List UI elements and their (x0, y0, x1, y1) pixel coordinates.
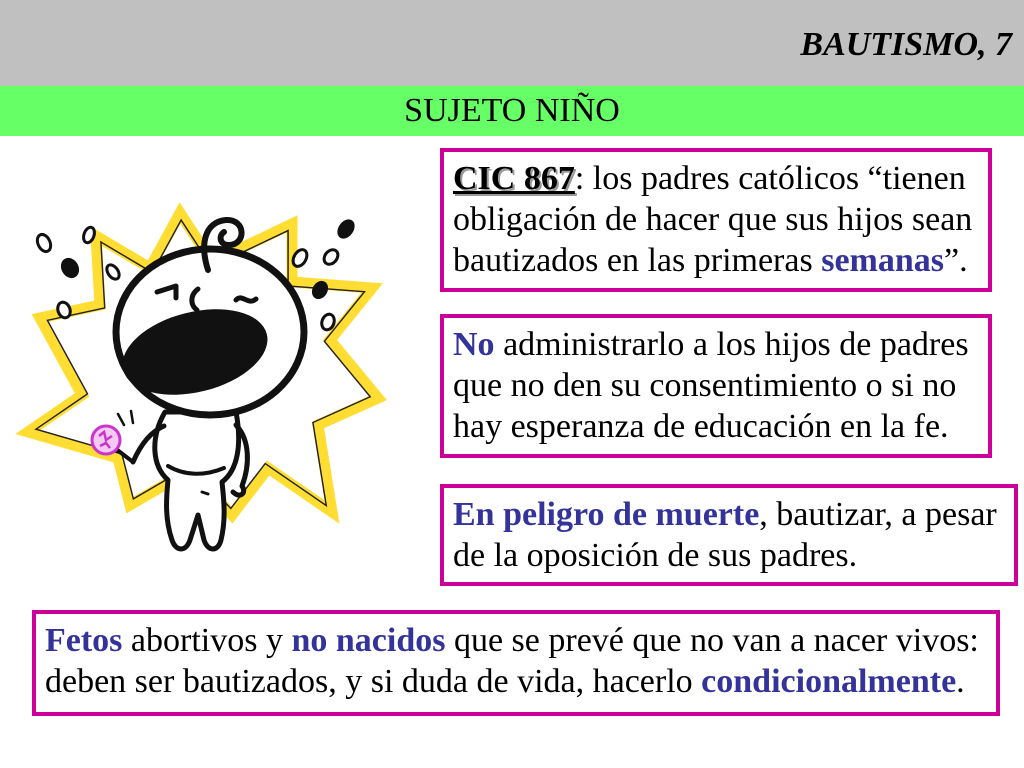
card-text: que se prevé que no van a nacer vivos: (445, 622, 979, 659)
crying-baby-icon (0, 200, 430, 570)
card-text: abortivos y (122, 622, 292, 659)
section-title: SUJETO NIÑO (404, 92, 620, 129)
card-line (453, 494, 1010, 535)
card-no-administrar (440, 314, 992, 458)
card-line (453, 365, 984, 406)
card-fetos (32, 610, 1000, 716)
emphasis-text: En peligro de muerte (453, 496, 760, 533)
card-line (453, 406, 984, 447)
card-peligro-de-muerte (440, 484, 1018, 586)
card-text: : los padres católicos “tienen (574, 160, 966, 197)
emphasis-text: no nacidos (291, 622, 446, 659)
emphasis-text: No (453, 326, 495, 363)
card-text: de la oposición de sus padres. (453, 537, 858, 574)
card-cic-867 (440, 148, 992, 292)
card-text: administrarlo a los hijos de padres (494, 326, 969, 363)
card-text: , bautizar, a pesar (759, 496, 997, 533)
card-text: obligación de hacer que sus hijos sean (453, 201, 973, 238)
emphasis-text: semanas (821, 242, 945, 279)
card-line (45, 620, 992, 661)
card-text: deben ser bautizados, y si duda de vida, hacerlo (45, 663, 702, 700)
emphasis-text: condicionalmente (701, 663, 957, 700)
card-text: . (956, 663, 965, 700)
card-line (453, 158, 984, 199)
slide-title: BAUTISMO, 7 (800, 26, 1012, 63)
card-text: ”. (944, 242, 968, 279)
card-text: hay esperanza de educación en la fe. (453, 408, 949, 445)
card-text: bautizados en las primeras (453, 242, 822, 279)
card-text: que no den su consentimiento o si no (453, 367, 957, 404)
card-line (453, 324, 984, 365)
emphasis-text: Fetos (45, 622, 123, 659)
card-line (453, 240, 984, 281)
subheader-band (0, 86, 1024, 136)
cic-reference: CIC 867 (453, 160, 575, 197)
card-line (453, 199, 984, 240)
card-line (45, 661, 992, 702)
card-line (453, 535, 1010, 576)
header-band (0, 0, 1024, 86)
